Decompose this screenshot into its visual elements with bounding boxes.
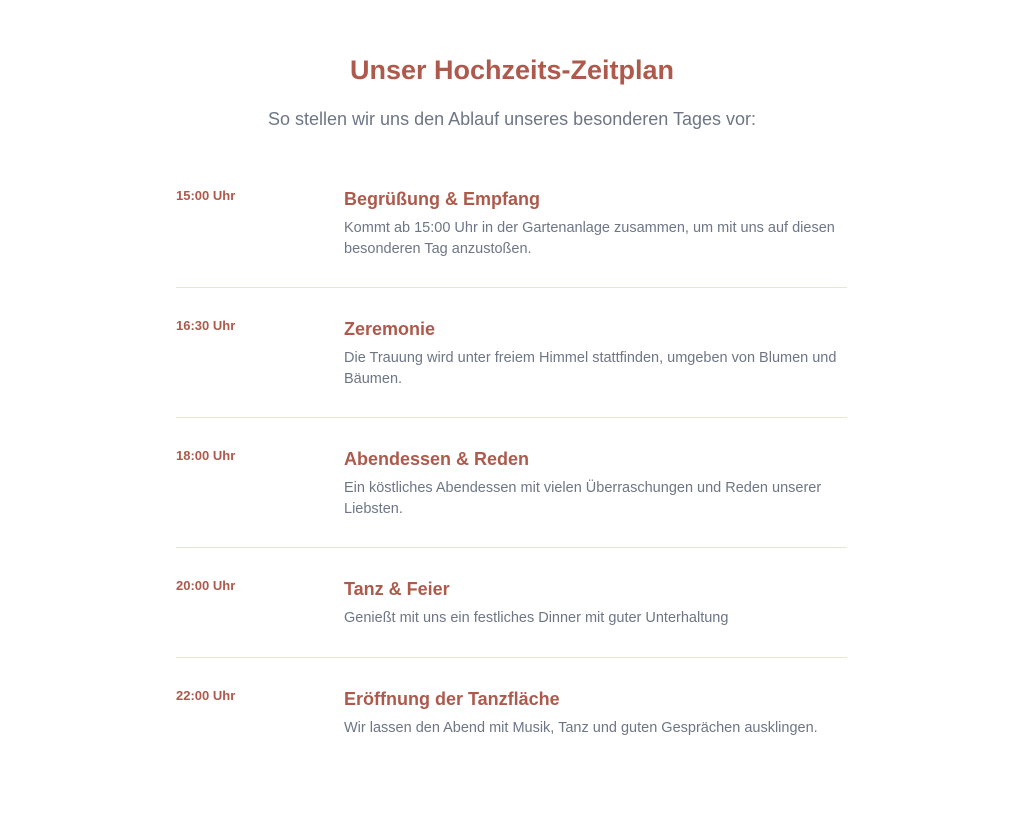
schedule-item <box>176 548 847 658</box>
event-time: 16:30 Uhr <box>176 318 236 333</box>
event-time: 15:00 Uhr <box>176 188 236 203</box>
event-title: Zeremonie <box>344 319 436 339</box>
page-title: Unser Hochzeits-Zeitplan <box>349 55 675 85</box>
event-description: Genießt mit uns ein festliches Dinner mit guter Unterhaltung <box>344 610 729 626</box>
event-title: Begrüßung & Empfang <box>344 189 540 209</box>
event-title: Abendessen & Reden <box>344 449 530 469</box>
event-time: 22:00 Uhr <box>176 688 236 703</box>
event-title: Eröffnung der Tanzfläche <box>344 689 560 709</box>
event-description: Ein köstliches Abendessen mit vielen Überraschungen und Reden unserer Liebsten. <box>344 480 822 517</box>
event-time: 20:00 Uhr <box>176 578 236 593</box>
schedule-timeline <box>176 158 847 768</box>
event-description: Die Trauung wird unter freiem Himmel stattfinden, umgeben von Blumen und Bäumen. <box>344 350 837 387</box>
schedule-item <box>176 418 847 548</box>
page-subtitle: So stellen wir uns den Ablauf unseres besonderen Tages vor: <box>268 109 756 129</box>
event-time: 18:00 Uhr <box>176 448 236 463</box>
schedule-item <box>176 158 847 288</box>
schedule-item <box>176 658 847 768</box>
event-title: Tanz & Feier <box>344 579 450 599</box>
event-description: Kommt ab 15:00 Uhr in der Gartenanlage zusammen, um mit uns auf diesen besonderen Tag anzustoßen. <box>344 220 835 257</box>
event-description: Wir lassen den Abend mit Musik, Tanz und guten Gesprächen ausklingen. <box>344 720 818 736</box>
schedule-item <box>176 288 847 418</box>
